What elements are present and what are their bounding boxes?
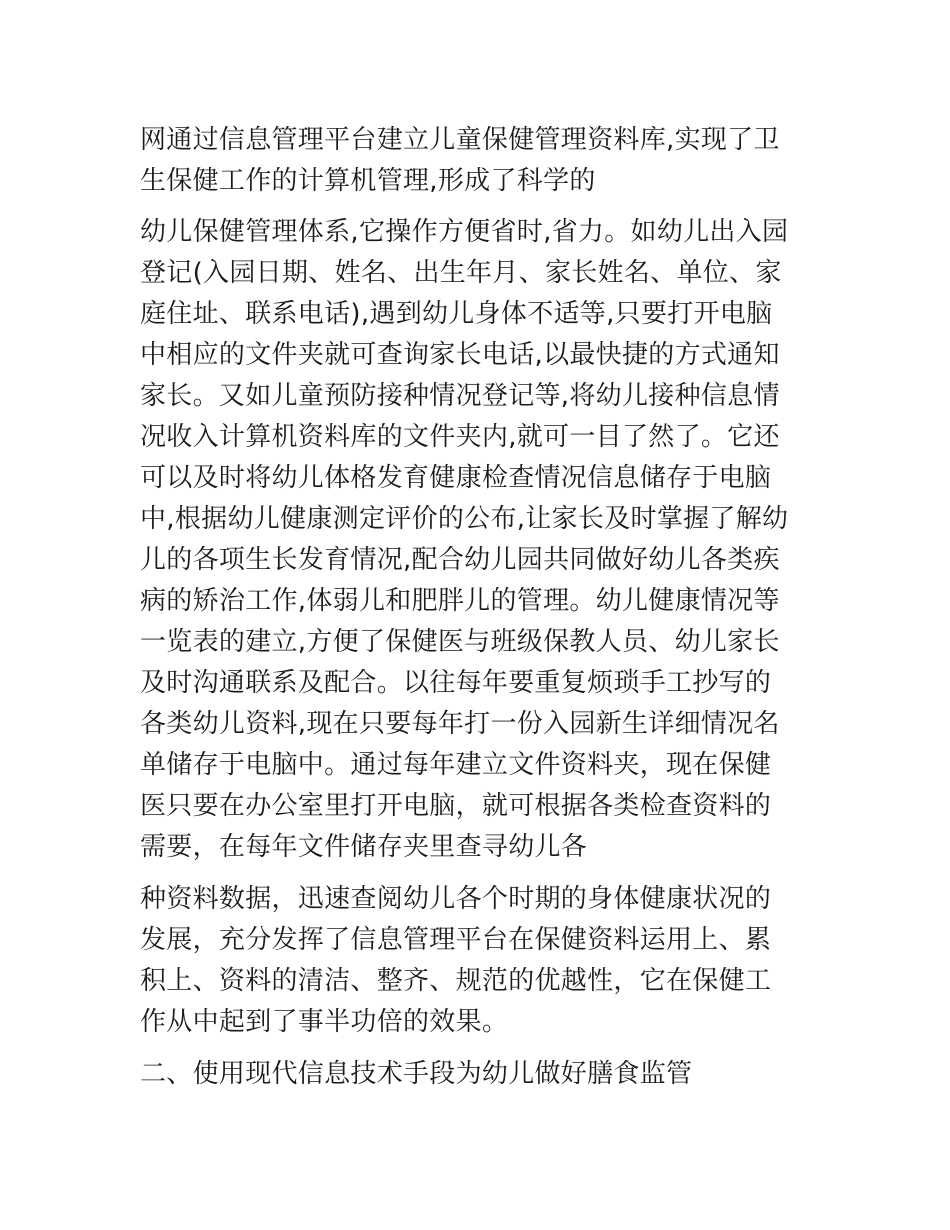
text-line: 及时沟通联系及配合。以往每年要重复烦琐手工抄写的 xyxy=(140,668,772,698)
text-line: 幼儿保健管理体系,它操作方便省时,省力。如幼儿出入园 xyxy=(140,217,789,247)
text-line: 登记(入园日期、姓名、出生年月、家长姓名、单位、家 xyxy=(140,258,782,288)
text-line: 需要，在每年文件储存夹里查寻幼儿各 xyxy=(140,832,588,862)
text-line: 种资料数据，迅速查阅幼儿各个时期的身体健康状况的 xyxy=(140,884,772,914)
text-line: 家长。又如儿童预防接种情况登记等,将幼儿接种信息情 xyxy=(140,381,780,411)
text-line: 网通过信息管理平台建立儿童保健管理资料库,实现了卫 xyxy=(140,125,780,155)
paragraph-1 xyxy=(140,120,820,202)
text-line: 况收入计算机资料库的文件夹内,就可一目了然了。它还 xyxy=(140,422,780,452)
text-line: 中,根据幼儿健康测定评价的公布,让家长及时掌握了解幼 xyxy=(140,504,789,534)
paragraph-2 xyxy=(140,212,820,868)
text-line: 庭住址、联系电话),遇到幼儿身体不适等,只要打开电脑 xyxy=(140,299,773,329)
text-line: 发展，充分发挥了信息管理平台在保健资料运用上、累 xyxy=(140,925,772,955)
text-line: 医只要在办公室里打开电脑，就可根据各类检查资料的 xyxy=(140,791,772,821)
text-line: 中相应的文件夹就可查询家长电话,以最快捷的方式通知 xyxy=(140,340,780,370)
text-line: 一览表的建立,方便了保健医与班级保教人员、幼儿家长 xyxy=(140,627,780,657)
section-heading xyxy=(140,1054,820,1095)
text-line: 单储存于电脑中。通过每年建立文件资料夹，现在保健 xyxy=(140,750,772,780)
text-line: 各类幼儿资料,现在只要每年打一份入园新生详细情况名 xyxy=(140,709,780,739)
paragraph-3 xyxy=(140,879,820,1043)
text-line: 生保健工作的计算机管理,形成了科学的 xyxy=(140,166,596,196)
heading-line: 二、使用现代信息技术手段为幼儿做好膳食监管 xyxy=(140,1059,693,1089)
text-line: 积上、资料的清洁、整齐、规范的优越性，它在保健工 xyxy=(140,966,772,996)
document-page xyxy=(140,120,820,1095)
text-line: 作从中起到了事半功倍的效果。 xyxy=(140,1007,509,1037)
text-line: 病的矫治工作,体弱儿和肥胖儿的管理。幼儿健康情况等 xyxy=(140,586,780,616)
text-line: 可以及时将幼儿体格发育健康检查情况信息储存于电脑 xyxy=(140,463,772,493)
text-line: 儿的各项生长发育情况,配合幼儿园共同做好幼儿各类疾 xyxy=(140,545,780,575)
